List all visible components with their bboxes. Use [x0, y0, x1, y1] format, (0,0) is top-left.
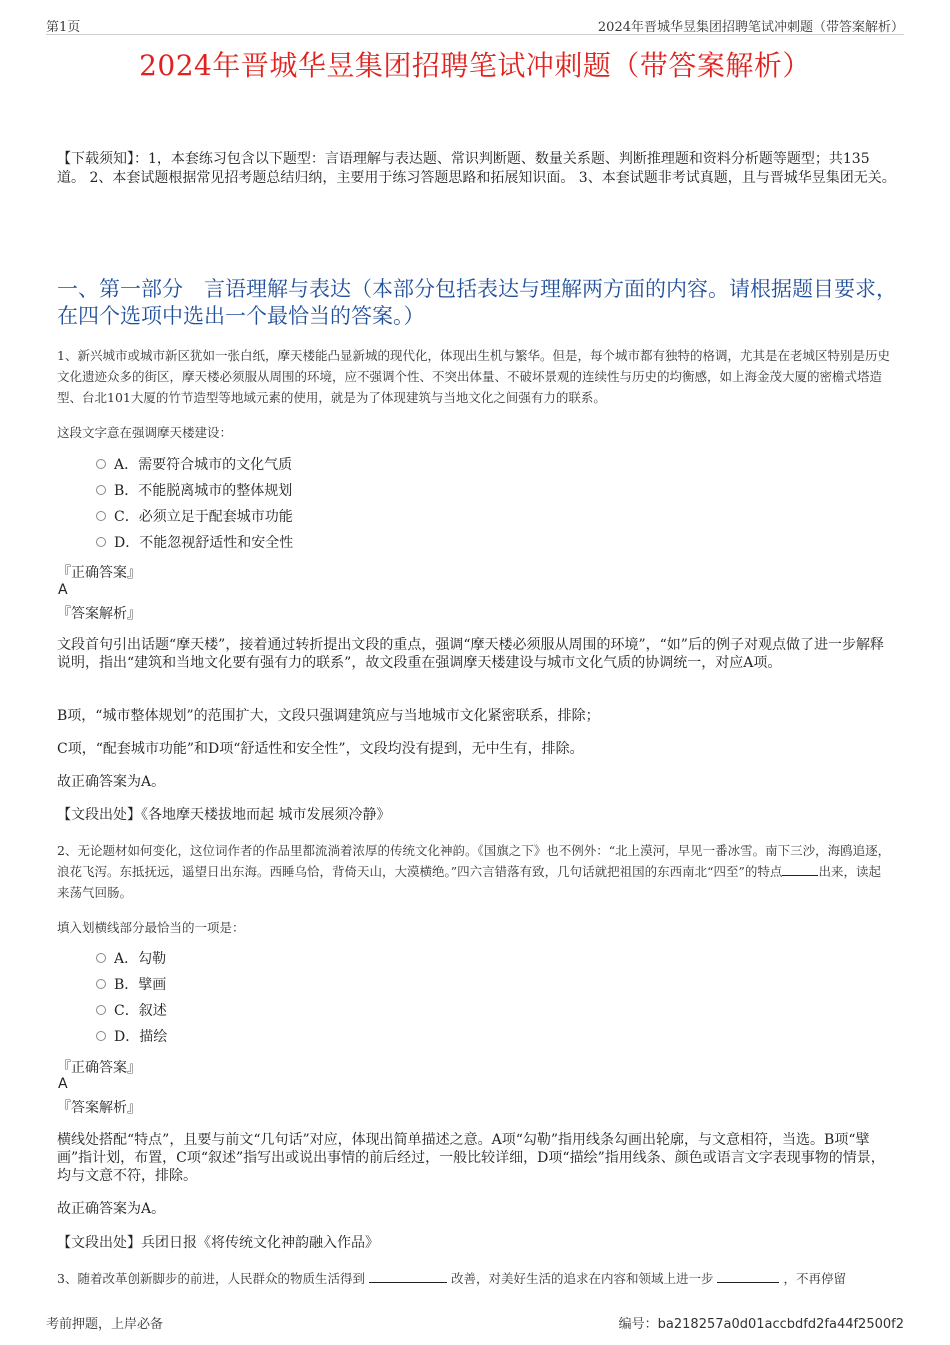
analysis-paragraph: B项，“城市整体规划”的范围扩大，文段只强调建筑应与当地城市文化紧密联系，排除； [57, 708, 600, 724]
document-title: 2024年晋城华昱集团招聘笔试冲刺题（带答案解析） [139, 49, 811, 82]
option-b[interactable]: B．擘画 [96, 972, 167, 998]
radio-icon[interactable] [96, 485, 106, 495]
section-heading: 一、第一部分 言语理解与表达（本部分包括表达与理解两方面的内容。请根据题目要求，在四个选项中选出一个最恰当的答案。） [57, 277, 897, 328]
page-header [46, 14, 904, 35]
header-doc-title: 2024年晋城华昱集团招聘笔试冲刺题（带答案解析） [597, 20, 904, 35]
question-2-text: 2、无论题材如何变化，这位词作者的作品里都流淌着浓厚的传统文化神韵。《国旗之下》也不例外：“北上漠河，早见一番冰雪。南下三沙，海鸥追逐，浪花飞泻。东抵抚远，遥望日出东海。西睡乌恰，背倚天山，大漠横绝。”四六言错落有致，几句话就把祖国的东西南北“四至”的特点 出来，读起来荡气回肠。 [57, 843, 891, 900]
correct-answer-label: 『正确答案』 [57, 565, 141, 581]
answer-blank [717, 1270, 779, 1283]
correct-answer-label: 『正确答案』 [57, 1060, 141, 1076]
question-3-text: 3、随着改革创新脚步的前进，人民群众的物质生活得到 改善，对美好生活的追求在内容和领域上进一步 ，不再停留 [57, 1271, 846, 1286]
radio-icon[interactable] [96, 511, 106, 521]
option-c[interactable]: C．叙述 [96, 998, 167, 1024]
correct-answer: A [58, 1076, 68, 1092]
radio-icon[interactable] [96, 979, 106, 989]
page-number: 第1页 [46, 20, 81, 35]
source-citation: 【文段出处】《各地摩天楼拔地而起 城市发展须冷静》 [57, 807, 391, 823]
option-b[interactable]: B．不能脱离城市的整体规划 [96, 478, 293, 504]
radio-icon[interactable] [96, 953, 106, 963]
analysis-paragraph: 文段首句引出话题“摩天楼”，接着通过转折提出文段的重点，强调“摩天楼必须服从周围的环境”，“如”后的例子对观点做了进一步解释说明，指出“建筑和当地文化要有强有力的联系”，故文段重在强调摩天楼建设与城市文化气质的协调统一，对应A项。 [57, 637, 884, 671]
download-notice: 【下载须知】：1，本套练习包含以下题型：言语理解与表达题、常识判断题、数量关系题、判断推理题和资料分析题等题型；共135道。 2、本套试题根据常见招考题总结归纳，主要用于练习答题思路和拓展知识面。 3、本套试题非考试真题，且与晋城华昱集团无关。 [57, 151, 896, 186]
analysis-paragraph: 横线处搭配“特点”，且要与前文“几句话”对应，体现出简单描述之意。A项“勾勒”指用线条勾画出轮廓，与文意相符，当选。B项“擘画”指计划，布置，C项“叙述”指写出或说出事情的前后经过，一般比较详细，D项“描绘”指用线条、颜色或语言文字表现事物的情景，均与文意不符，排除。 [57, 1132, 885, 1184]
analysis-label: 『答案解析』 [57, 1100, 141, 1116]
analysis-label: 『答案解析』 [57, 606, 141, 622]
analysis-conclusion: 故正确答案为A。 [57, 774, 166, 790]
option-d[interactable]: D．不能忽视舒适性和安全性 [96, 530, 293, 556]
question-2-prompt: 填入划横线部分最恰当的一项是： [57, 920, 245, 935]
radio-icon[interactable] [96, 1031, 106, 1041]
analysis-paragraph: C项，“配套城市功能”和D项“舒适性和安全性”，文段均没有提到，无中生有，排除。 [57, 741, 584, 757]
answer-blank [369, 1270, 447, 1283]
question-1-prompt: 这段文字意在强调摩天楼建设： [57, 425, 233, 440]
option-a[interactable]: A．勾勒 [96, 946, 167, 972]
option-a[interactable]: A．需要符合城市的文化气质 [96, 452, 293, 478]
analysis-conclusion: 故正确答案为A。 [57, 1201, 166, 1217]
document-code: 编号：ba218257a0d01accbdfd2fa44f2500f2 [618, 1317, 904, 1332]
option-d[interactable]: D．描绘 [96, 1024, 167, 1050]
option-c[interactable]: C．必须立足于配套城市功能 [96, 504, 293, 530]
question-1-options [96, 452, 293, 556]
question-1-text: 1、新兴城市或城市新区犹如一张白纸，摩天楼能凸显新城的现代化，体现出生机与繁华。但是，每个城市都有独特的格调，尤其是在老城区特别是历史文化遗迹众多的街区，摩天楼必须服从周围的环境，应不强调个性、不突出体量、不破坏景观的连续性与历史的均衡感，如上海金茂大厦的密檐式塔造型、台北101大厦的竹节造型等地域元素的使用，就是为了体现建筑与当地文化之间强有力的联系。 [57, 348, 890, 405]
radio-icon[interactable] [96, 1005, 106, 1015]
radio-icon[interactable] [96, 459, 106, 469]
question-2-options [96, 946, 167, 1050]
footer-slogan: 考前押题，上岸必备 [46, 1317, 164, 1332]
source-citation: 【文段出处】兵团日报《将传统文化神韵融入作品》 [57, 1235, 379, 1251]
answer-blank [782, 863, 818, 876]
radio-icon[interactable] [96, 537, 106, 547]
correct-answer: A [58, 582, 68, 598]
